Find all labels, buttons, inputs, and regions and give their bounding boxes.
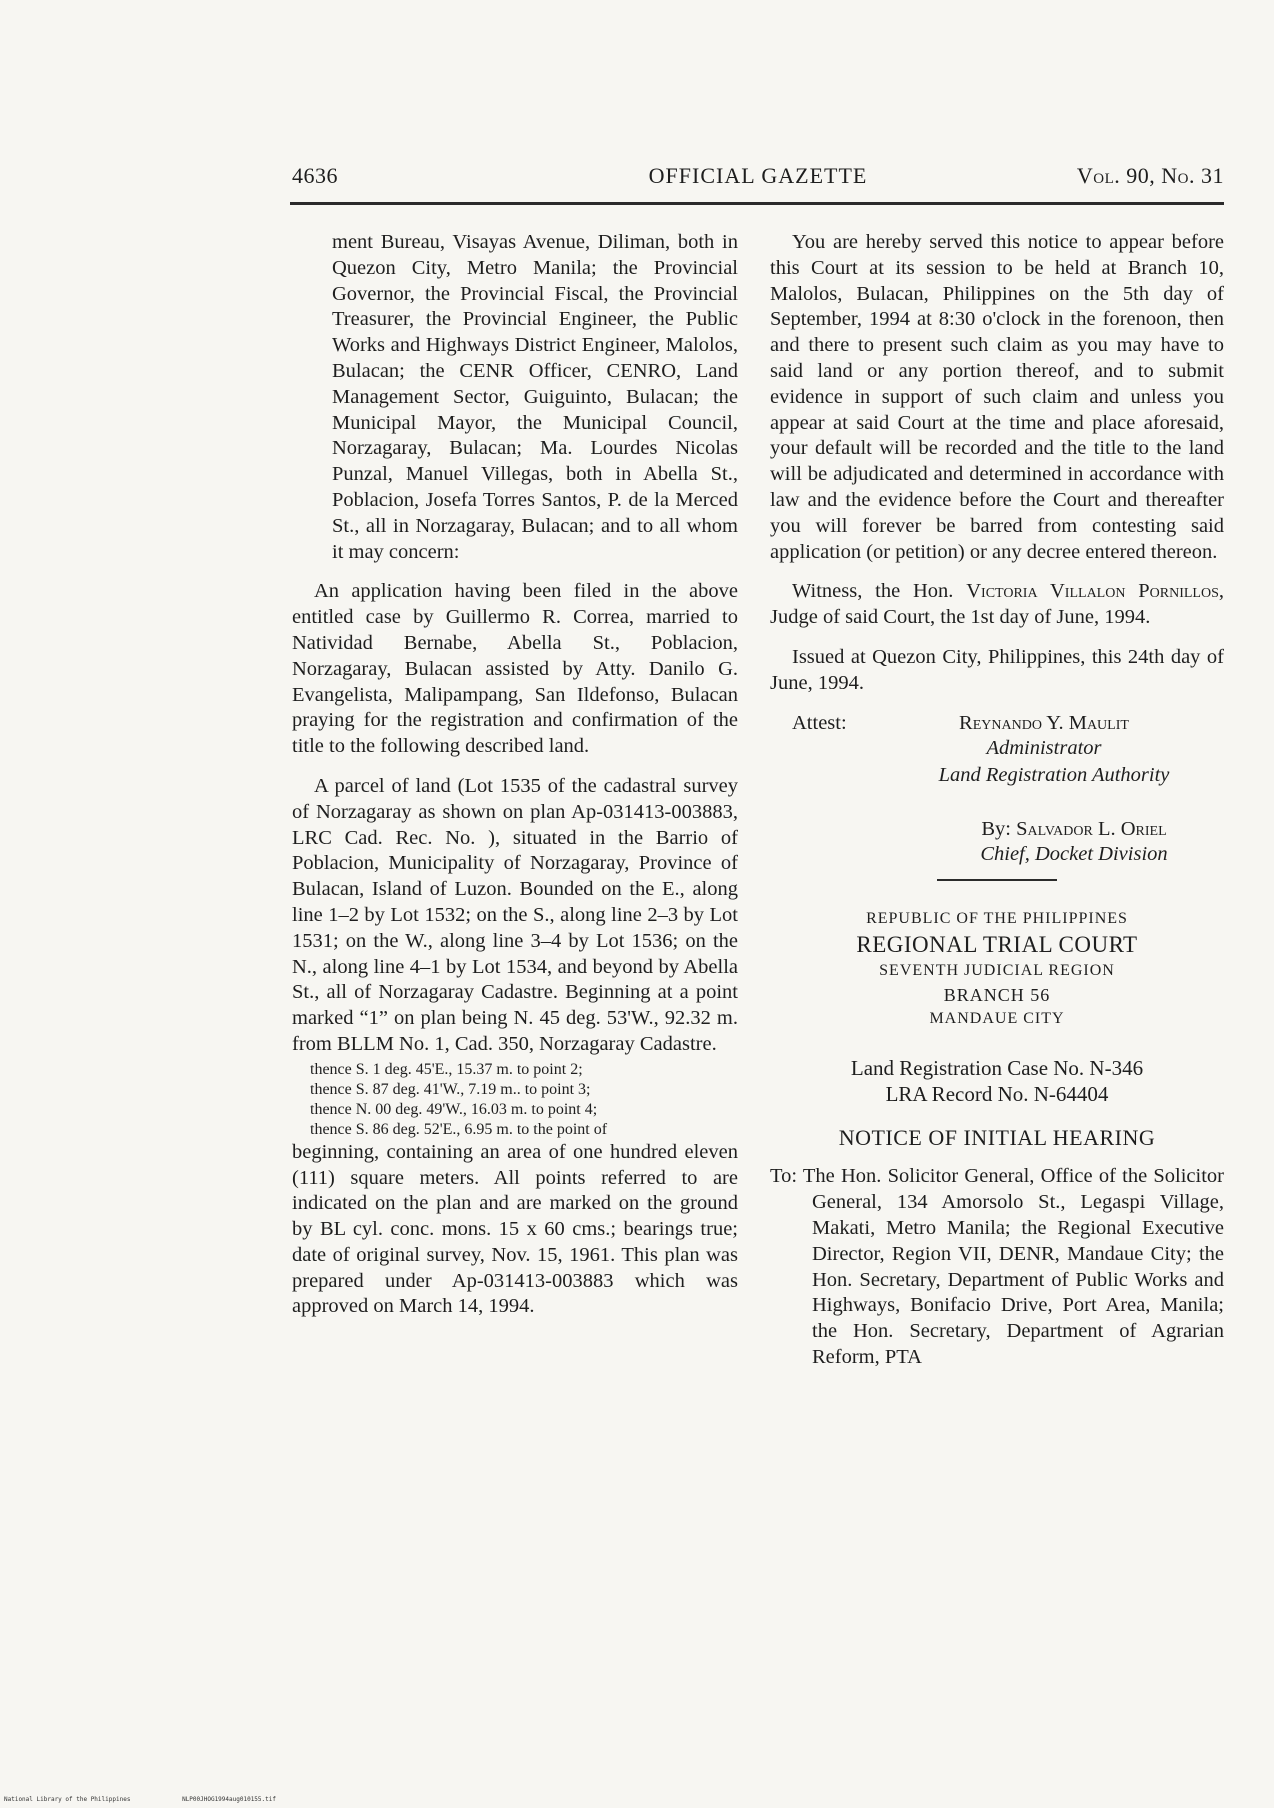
court-name: REGIONAL TRIAL COURT: [856, 931, 1138, 957]
right-column: [770, 230, 1224, 1385]
bearing-line: thence S. 87 deg. 41'W., 7.19 m.. to point 3;: [310, 1080, 591, 1098]
file-name: NLP00JHOG1994aug010155.tif: [182, 1796, 276, 1803]
bearing-line: thence N. 00 deg. 49'W., 16.03 m. to point 4;: [310, 1100, 598, 1118]
bearing-line: thence S. 86 deg. 52'E., 6.95 m. to the point of: [310, 1120, 608, 1138]
scan-footer: [4, 1796, 324, 1803]
judicial-region: SEVENTH JUDICIAL REGION: [879, 961, 1115, 979]
case-number: Land Registration Case No. N-346: [850, 1055, 1144, 1080]
court-city: MANDAUE CITY: [929, 1009, 1065, 1027]
record-number: LRA Record No. N-64404: [885, 1081, 1109, 1106]
publication-title: OFFICIAL GAZETTE: [648, 163, 868, 188]
witness-suffix: , Judge of said Court, the 1st day of June, 1994.: [770, 580, 1225, 629]
to-addressees: To: The Hon. Solicitor General, Office of the Solicitor General, 134 Amorsolo St., Legaspi Village, Makati, Metro Manila; the Regional Executive Director, Region VII, DENR, Mandaue City; the Hon. Secretary, Department of Public Works and Highways, Bonifacio Drive, Port Area, Manila; the Hon. Secretary, Department of Agrarian Reform, PTA: [770, 1165, 1224, 1368]
section-divider: [937, 879, 1057, 881]
application-paragraph: An application having been filed in the above entitled case by Guillermo R. Correa, married to Natividad Bernabe, Abella St., Poblacion, Norzagaray, Bulacan assisted by Atty. Danilo G. Evangelista, Malipampang, San Ildefonso, Bulacan praying for the registration and confirmation of the title to the following described land.: [292, 580, 738, 758]
by-title: Chief, Docket Division: [980, 843, 1168, 866]
by-block: [924, 817, 1224, 869]
case-numbers: [770, 1055, 1224, 1107]
witness-paragraph: [770, 579, 1224, 631]
running-head: [292, 163, 1224, 195]
witness-prefix: Witness, the Hon.: [792, 580, 954, 603]
by-label: By:: [981, 817, 1011, 840]
signatory-title: Administrator: [986, 737, 1102, 760]
header-rule: [290, 202, 1224, 205]
page-number: 4636: [292, 163, 338, 188]
signatory-agency: Land Registration Authority: [938, 763, 1170, 786]
by-name: Salvador L. Oriel: [1016, 817, 1167, 840]
court-caption: [770, 907, 1224, 1031]
signatory-name: Reynando Y. Maulit: [959, 711, 1129, 734]
addressees-continued: ment Bureau, Visayas Avenue, Diliman, both in Quezon City, Metro Manila; the Provincial Governor, the Provincial Fiscal, the Provincial Treasurer, the Provincial Engineer, the Public Works and Highways District Engineer, Malolos, Bulacan; the CENR Officer, CENRO, Land Management Sector, Guiguinto, Bulacan; the Municipal Mayor, the Municipal Council, Norzagaray, Bulacan; Ma. Lourdes Nicolas Punzal, Manuel Villegas, both in Abella St., Poblacion, Josefa Torres Santos, P. de la Merced St., all in Norzagaray, Bulacan; and to all whom it may concern:: [332, 231, 738, 563]
notice-title: NOTICE OF INITIAL HEARING: [838, 1124, 1156, 1150]
library-credit: National Library of the Philippines: [4, 1796, 131, 1803]
parcel-description: A parcel of land (Lot 1535 of the cadastral survey of Norzagaray as shown on plan Ap-031413-003883, LRC Cad. Rec. No. ), situated in the Barrio of Poblacion, Municipality of Norzagaray, Province of Bulacan, Island of Luzon. Bounded on the E., along line 1–2 by Lot 1532; on the S., along line 2–3 by Lot 1531; on the W., along line 3–4 by Lot 1536; on the N., along line 4–1 by Lot 1534, and beyond by Abella St., all of Norzagaray Cadastre. Beginning at a point marked “1” on plan being N. 45 deg. 53'W., 92.32 m. from BLLM No. 1, Cad. 350, Norzagaray Cadastre.: [292, 774, 738, 1055]
left-column: [292, 230, 738, 1334]
attest-label: Attest:: [792, 711, 847, 734]
branch: BRANCH 56: [943, 984, 1051, 1005]
bearing-line: thence S. 1 deg. 45'E., 15.37 m. to point 2;: [310, 1060, 583, 1078]
attestation-block: [770, 711, 1224, 871]
served-notice-paragraph: You are hereby served this notice to appear before this Court at its session to be held at Branch 10, Malolos, Bulacan, Philippines on the 5th day of September, 1994 at 8:30 o'clock in the forenoon, then and there to present such claim as you may have to said land or any portion thereof, and to submit evidence in support of such claim and unless you appear at said Court at the time and place aforesaid, your default will be recorded and the title to the land will be adjudicated and determined in accordance with law and the evidence before the Court and thereafter you will forever be barred from contesting said application (or petition) or any decree entered thereon.: [770, 231, 1224, 563]
parcel-description-end: beginning, containing an area of one hundred eleven (111) square meters. All points referred to are indicated on the plan and are marked on the ground by BL cyl. conc. mons. 15 x 60 cms.; bearings true; date of original survey, Nov. 15, 1961. This plan was prepared under Ap-031413-003883 which was approved on March 14, 1994.: [292, 1140, 738, 1318]
volume-issue: Vol. 90, No. 31: [1076, 163, 1224, 188]
bearings-list: [292, 1060, 738, 1140]
signatory-block: [894, 711, 1194, 763]
judge-name: Victoria Villalon Pornillos: [966, 580, 1219, 603]
issued-paragraph: Issued at Quezon City, Philippines, this 24th day of June, 1994.: [770, 645, 1224, 694]
republic-line: REPUBLIC OF THE PHILIPPINES: [866, 909, 1128, 927]
